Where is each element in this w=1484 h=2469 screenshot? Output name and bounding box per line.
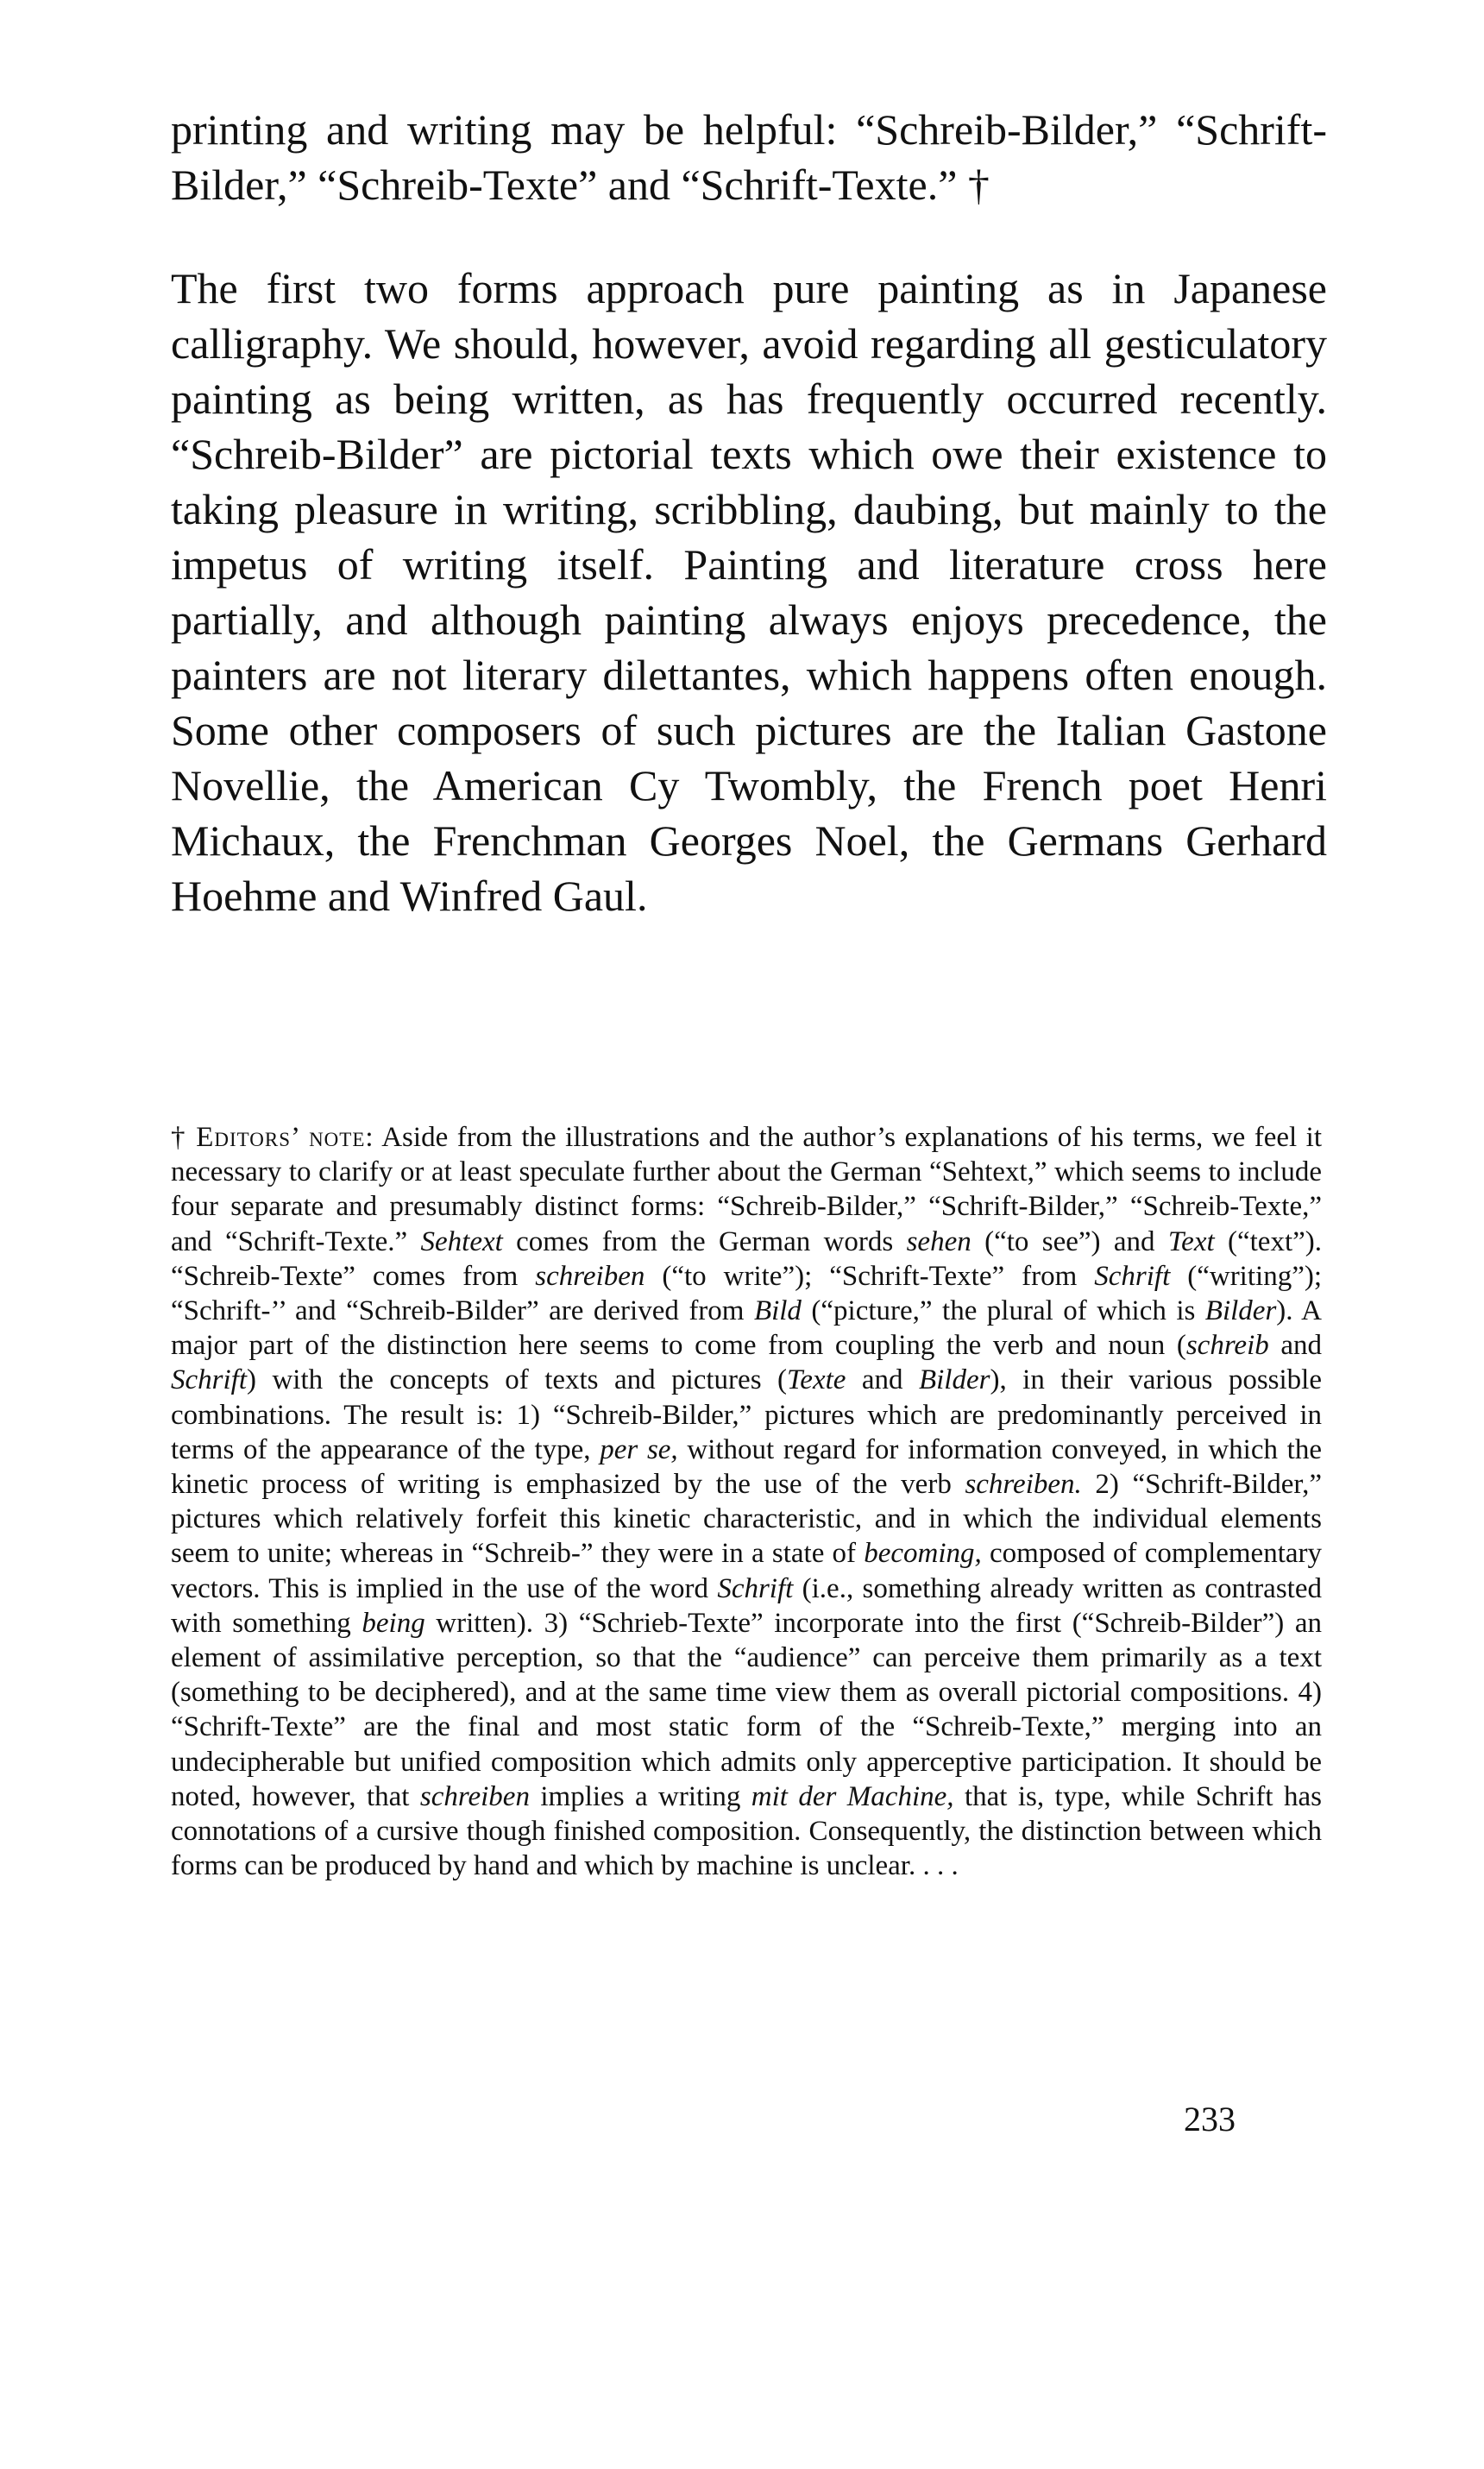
footnote-text: 2) “Schrift-Bilder,” pictures which relatively forfeit this kinetic characteristic, and in which the individual elements seem to unite; whereas in “Schreib-” they were in a state of xyxy=(171,1469,1322,1570)
footnote-text: (“text”). “Schreib-Texte” comes from xyxy=(171,1225,1322,1292)
footnote-emphasis: becoming, xyxy=(864,1538,982,1570)
footnote-emphasis: Sehtext xyxy=(420,1225,503,1257)
footnote-emphasis: Bilder xyxy=(918,1364,990,1396)
footnote-paragraph xyxy=(171,1120,1322,1883)
footnote-emphasis: per se, xyxy=(600,1433,678,1465)
footnote-emphasis: Bild xyxy=(753,1295,802,1327)
footnote-emphasis: Schrift xyxy=(717,1572,794,1604)
footnote-text: composed of complementary vectors. This is implied in the use of the word xyxy=(171,1538,1322,1604)
footnote-text: without regard for information conveyed, in which the kinetic process of writing is emphasized by the use of the verb xyxy=(171,1433,1322,1501)
page-number: 233 xyxy=(1184,2100,1236,2138)
footnote-emphasis: schreib xyxy=(1185,1330,1269,1362)
footnote-text: (“to write”); “Schrift-Texte” from xyxy=(645,1260,1095,1292)
footnote-emphasis: Texte xyxy=(786,1364,846,1396)
footnote-text: (i.e., something already written as contrasted with something xyxy=(171,1572,1322,1639)
footnote-text: ) with the concepts of texts and pictures ( xyxy=(247,1364,787,1396)
body-text xyxy=(171,102,1327,923)
footnote-emphasis: Schrift xyxy=(1094,1260,1171,1292)
editors-footnote xyxy=(171,1120,1322,1883)
footnote-emphasis: mit der Machine, xyxy=(751,1780,954,1812)
footnote-text: (“picture,” the plural of which is xyxy=(801,1295,1205,1327)
footnote-text: written). 3) “Schrieb-Texte” incorporate into the first (“Schreib-Bilder”) an element of assimilative perception, so that the “audience” can perceive them primarily as a text (something to be deciphered), and at the same time view them as overall pictorial compositions. 4) “Schrift-Texte” are the final and most static form of the “Schreib-Texte,” merging into an undecipherable but unified composition which admits only apperceptive participation. It should be noted, however, that xyxy=(171,1607,1322,1812)
footnote-text: (“to see”) and xyxy=(971,1225,1168,1257)
footnote-emphasis: Text xyxy=(1167,1225,1215,1257)
footnote-text: ). A major part of the distinction here seems to come from coupling the verb and noun ( xyxy=(171,1295,1322,1362)
footnote-emphasis: being xyxy=(362,1607,425,1639)
footnote-emphasis: Schrift xyxy=(171,1364,247,1396)
footnote-emphasis: sehen xyxy=(906,1225,972,1257)
footnote-emphasis: schreiben. xyxy=(965,1469,1082,1501)
footnote-text: comes from the German words xyxy=(502,1225,907,1257)
footnote-emphasis: Bilder xyxy=(1204,1295,1277,1327)
footnote-text: implies a writing xyxy=(529,1780,751,1812)
footnote-text: and xyxy=(846,1364,919,1396)
body-paragraph-1: printing and writing may be helpful: “Schreib-Bilder,” “Schrift-Bilder,” “Schreib-Texte” and “Schrift-Texte.” † xyxy=(171,105,1327,209)
body-paragraph-2: The first two forms approach pure painting as in Japanese calligraphy. We should, however, avoid regarding all gesticulatory painting as being written, as has frequently occurred recently. “Schreib-Bilder” are pictorial texts which owe their existence to taking pleasure in writing, scribbling, daubing, but mainly to the impetus of writing itself. Painting and literature cross here partially, and although painting always enjoys precedence, the painters are not literary dilettantes, which happens often enough. Some other composers of such pictures are the Italian Gastone Novellie, the American Cy Twombly, the French poet Henri Michaux, the Frenchman Georges Noel, the Germans Gerhard Hoehme and Winfred Gaul. xyxy=(171,264,1327,920)
footnote-text: that is, type, while Schrift has connotations of a cursive though finished composition. Consequently, the distinction between which forms can be produced by hand and which by machine is unclear. . . . xyxy=(171,1780,1323,1882)
footnote-text: Aside from the illustrations and the author’s explanations of his terms, we feel it necessary to clarify or at least speculate further about the German “Sehtext,” which seems to include four separate and presumably distinct forms: “Schreib-Bilder,” “Schrift-Bilder,” “Schreib-Texte,” and “Schrift-Texte.” xyxy=(171,1122,1322,1257)
footnote-text: ), in their various possible combinations. The result is: 1) “Schreib-Bilder,” pictures which are predominantly perceived in terms of the appearance of the type, xyxy=(171,1364,1322,1465)
footnote-emphasis: schreiben xyxy=(419,1780,530,1812)
dagger-mark: † xyxy=(171,1122,197,1153)
footnote-label: Editors’ note: xyxy=(196,1122,374,1153)
footnote-emphasis: schreiben xyxy=(535,1260,645,1292)
footnote-text: and xyxy=(1268,1330,1322,1362)
footnote-text: (“writing”); “Schrift-’’ and “Schreib-Bilder” are derived from xyxy=(171,1260,1322,1327)
